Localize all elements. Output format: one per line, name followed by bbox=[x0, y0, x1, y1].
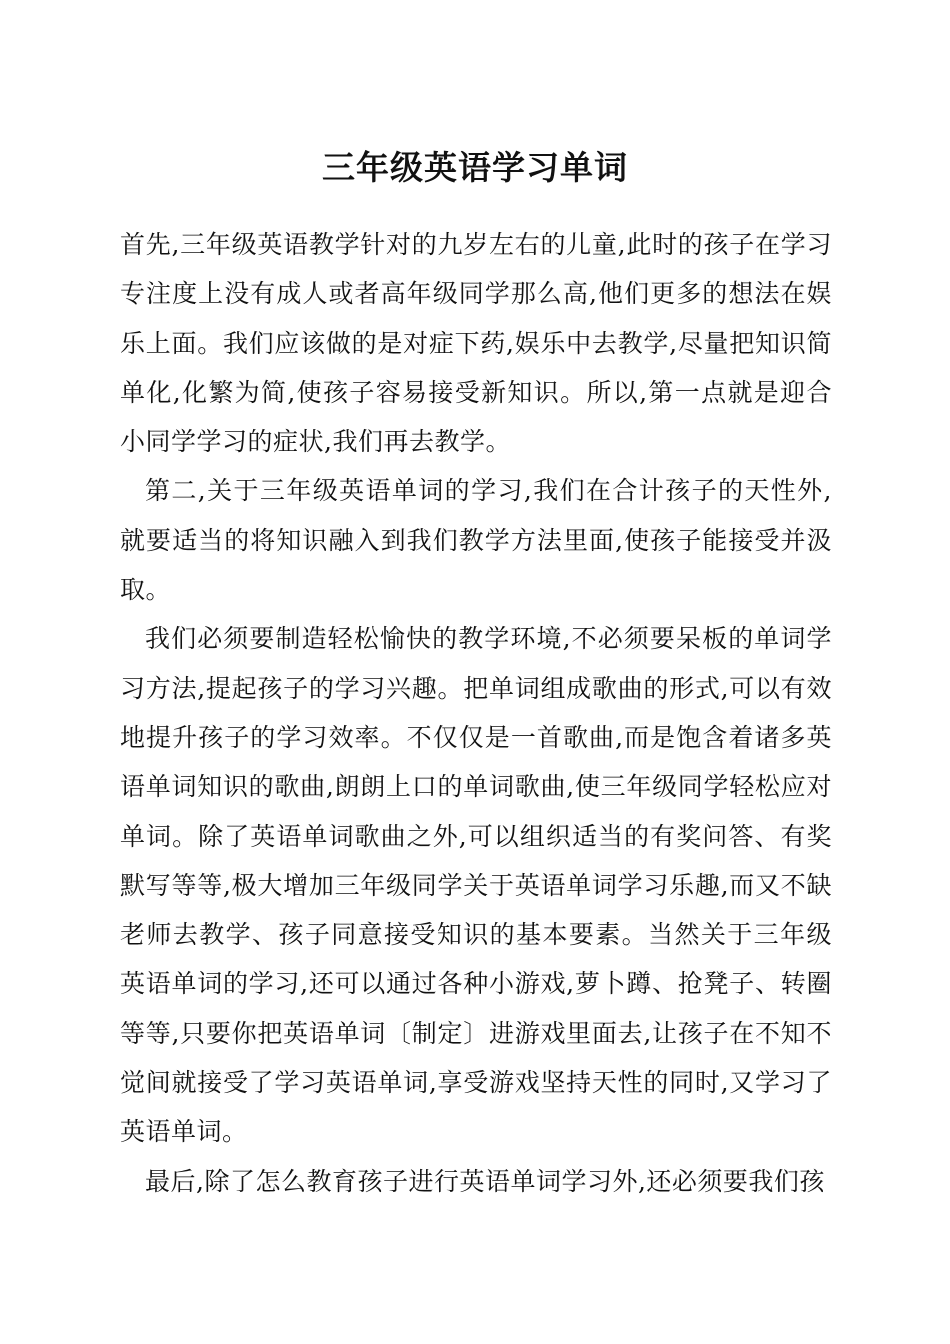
paragraph-3: 我们必须要制造轻松愉快的教学环境,不必须要呆板的单词学习方法,提起孩子的学习兴趣。把单词组成歌曲的形式,可以有效地提升孩子的学习效率。不仅仅是一首歌曲,而是饱含着诸多英语单词知识的歌曲,朗朗上口的单词歌曲,使三年级同学轻松应对单词。除了英语单词歌曲之外,可以组织适当的有奖问答、有奖默写等等,极大增加三年级同学关于英语单词学习乐趣,而又不缺老师去教学、孩子同意接受知识的基本要素。当然关于三年级英语单词的学习,还可以通过各种小游戏,萝卜蹲、抢凳子、转圈等等,只要你把英语单词〔制定〕进游戏里面去,让孩子在不知不觉间就接受了学习英语单词,享受游戏坚持天性的同时,又学习了英语单词。 bbox=[120, 624, 832, 1147]
document-body bbox=[120, 220, 832, 1206]
document-title: 三年级英语学习单词 bbox=[322, 148, 628, 187]
paragraph-2: 第二,关于三年级英语单词的学习,我们在合计孩子的天性外,就要适当的将知识融入到我们教学方法里面,使孩子能接受并汲取。 bbox=[120, 476, 832, 605]
paragraph-4: 最后,除了怎么教育孩子进行英语单词学习外,还必须要我们孩 bbox=[145, 1166, 825, 1196]
paragraph-1: 首先,三年级英语教学针对的九岁左右的儿童,此时的孩子在学习专注度上没有成人或者高年级同学那么高,他们更多的想法在娱乐上面。我们应该做的是对症下药,娱乐中去教学,尽量把知识简单化,化繁为简,使孩子容易接受新知识。所以,第一点就是迎合小同学学习的症状,我们再去教学。 bbox=[120, 230, 832, 457]
